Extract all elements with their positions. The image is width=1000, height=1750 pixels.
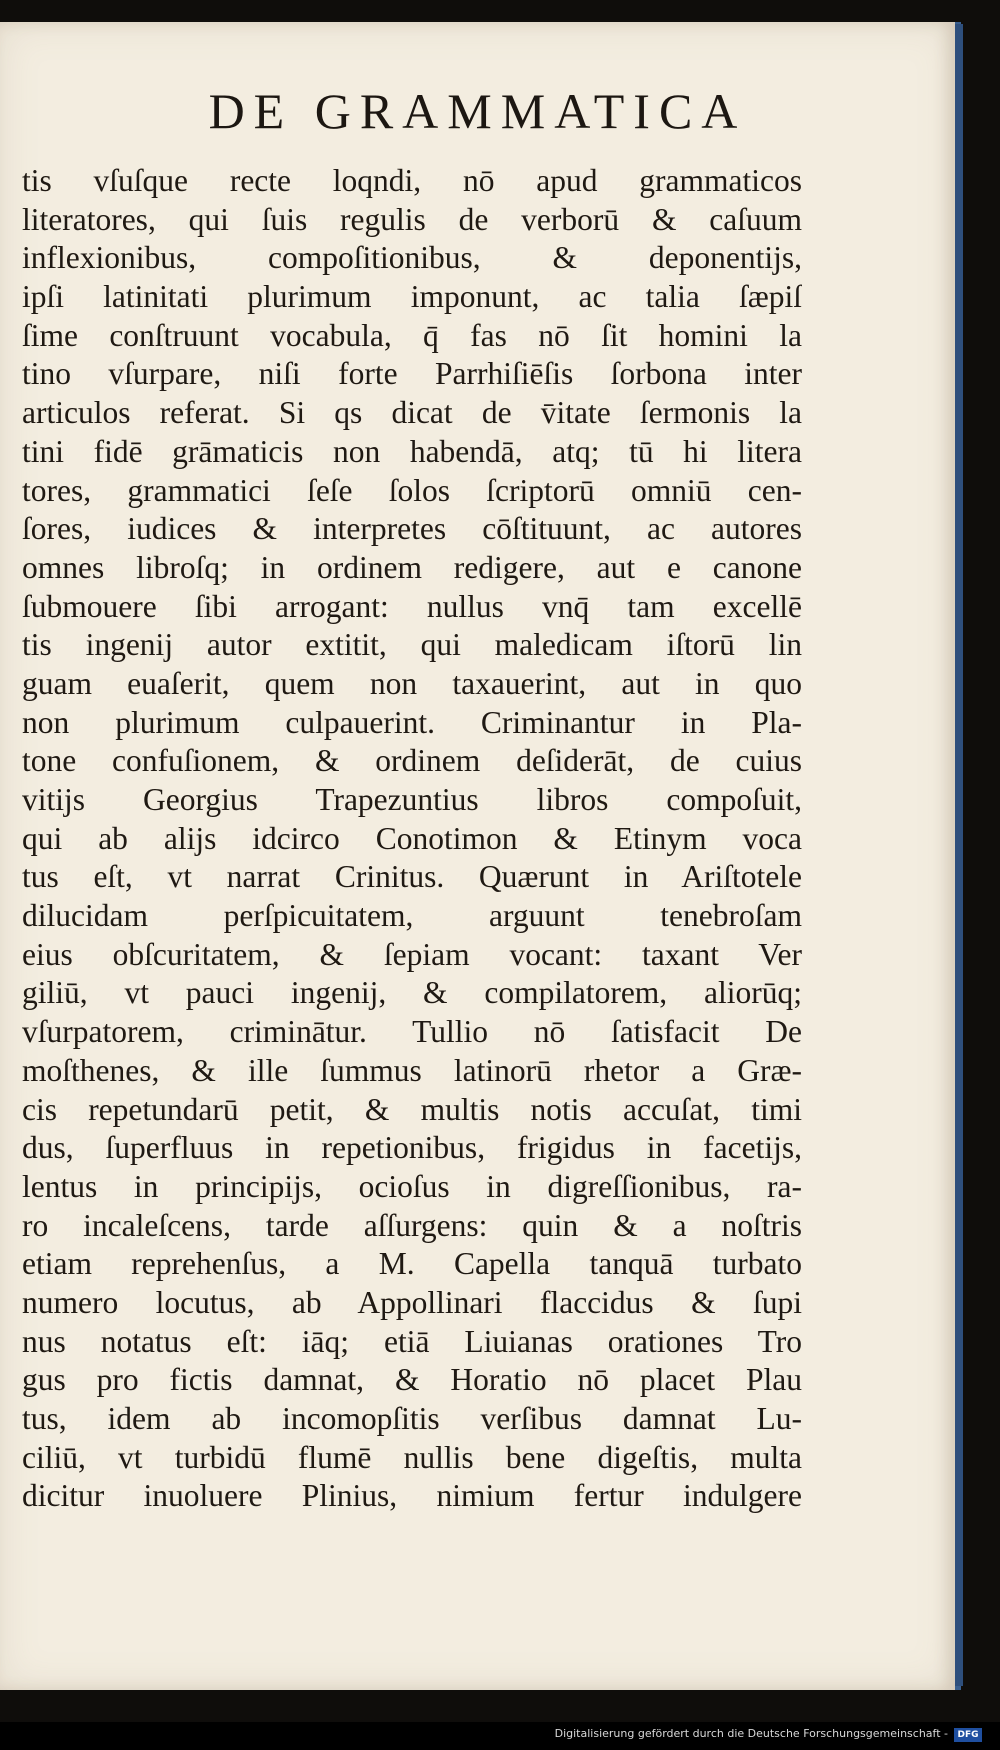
text-line: articulos referat. Si qs dicat de v̄itate ſermonis la bbox=[22, 395, 802, 431]
text-line: qui ab alijs idcirco Conotimon & Etinym voca bbox=[22, 820, 802, 856]
text-line: lentus in principijs, ocioſus in digreſſionibus, ra- bbox=[22, 1168, 802, 1204]
text-line: cis repetundarū petit, & multis notis accuſat, timi bbox=[22, 1091, 802, 1127]
text-line: numero locutus, ab Appollinari flaccidus & ſupi bbox=[22, 1284, 802, 1320]
text-line: ſores, iudices & interpretes cōſtituunt, ac autores bbox=[22, 511, 802, 547]
text-line: tis ingenij autor extitit, qui maledicam iſtorū lin bbox=[22, 627, 802, 663]
text-line: inflexionibus, compoſitionibus, & deponentijs, bbox=[22, 240, 802, 276]
book-page bbox=[0, 22, 961, 1690]
text-line: non plurimum culpauerint. Criminantur in Pla- bbox=[22, 704, 802, 740]
text-line: eius obſcuritatem, & ſepiam vocant: taxant Ver bbox=[22, 936, 802, 972]
text-line: dilucidam perſpicuitatem, arguunt tenebroſam bbox=[22, 898, 802, 934]
text-line: omnes libroſq; in ordinem redigere, aut e canone bbox=[22, 549, 802, 585]
text-line: tini fidē grāmaticis non habendā, atq; tū hi litera bbox=[22, 433, 802, 469]
text-line: giliū, vt pauci ingenij, & compilatorem, aliorūq; bbox=[22, 975, 802, 1011]
text-line: tone confuſionem, & ordinem deſiderāt, de cuius bbox=[22, 743, 802, 779]
text-line: tus eſt, vt narrat Crinitus. Quærunt in Ariſtotele bbox=[22, 859, 802, 895]
text-line: dicitur inuoluere Plinius, nimium fertur indulgere bbox=[22, 1478, 802, 1514]
body-text bbox=[22, 162, 802, 1516]
text-line: tis vſuſque recte loqndi, nō apud grammaticos bbox=[22, 163, 802, 198]
text-line: tino vſurpare, niſi forte Parrhiſiēſis ſorbona inter bbox=[22, 356, 802, 392]
text-line: dus, ſuperfluus in repetionibus, frigidus in facetijs, bbox=[22, 1130, 802, 1166]
text-line: moſthenes, & ille ſummus latinorū rhetor a Græ- bbox=[22, 1052, 802, 1088]
text-line: ſubmouere ſibi arrogant: nullus vnq̄ tam excellē bbox=[22, 588, 802, 624]
text-line: ipſi latinitati plurimum imponunt, ac talia ſæpiſ bbox=[22, 279, 802, 315]
text-line: ro incaleſcens, tarde aſſurgens: quin & a noſtris bbox=[22, 1207, 802, 1243]
text-line: guam euaſerit, quem non taxauerint, aut in quo bbox=[22, 665, 802, 701]
text-line: vitijs Georgius Trapezuntius libros compoſuit, bbox=[22, 782, 802, 817]
text-line: tus, idem ab incomopſitis verſibus damnat Lu- bbox=[22, 1401, 802, 1436]
text-line: vſurpatorem, criminātur. Tullio nō ſatisfacit De bbox=[22, 1014, 802, 1050]
dfg-logo: DFG bbox=[954, 1728, 982, 1742]
text-line: tores, grammatici ſeſe ſolos ſcriptorū omniū cen- bbox=[22, 472, 802, 508]
text-line: literatores, qui ſuis regulis de verborū & caſuum bbox=[22, 201, 802, 237]
text-line: etiam reprehenſus, a M. Capella tanquā turbato bbox=[22, 1246, 802, 1282]
page-edge bbox=[955, 24, 963, 1686]
text-line: nus notatus eſt: iāq; etiā Liuianas orationes Tro bbox=[22, 1323, 802, 1359]
text-line: ſime conſtruunt vocabula, q̄ fas nō ſit homini la bbox=[22, 317, 802, 353]
page-header: DE GRAMMATICA bbox=[208, 83, 747, 139]
text-line: ciliū, vt turbidū flumē nullis bene digeſtis, multa bbox=[22, 1439, 802, 1475]
text-line: gus pro fictis damnat, & Horatio nō placet Plau bbox=[22, 1362, 802, 1398]
digitization-credit: Digitalisierung gefördert durch die Deutsche Forschungsgemeinschaft - bbox=[554, 1727, 948, 1740]
